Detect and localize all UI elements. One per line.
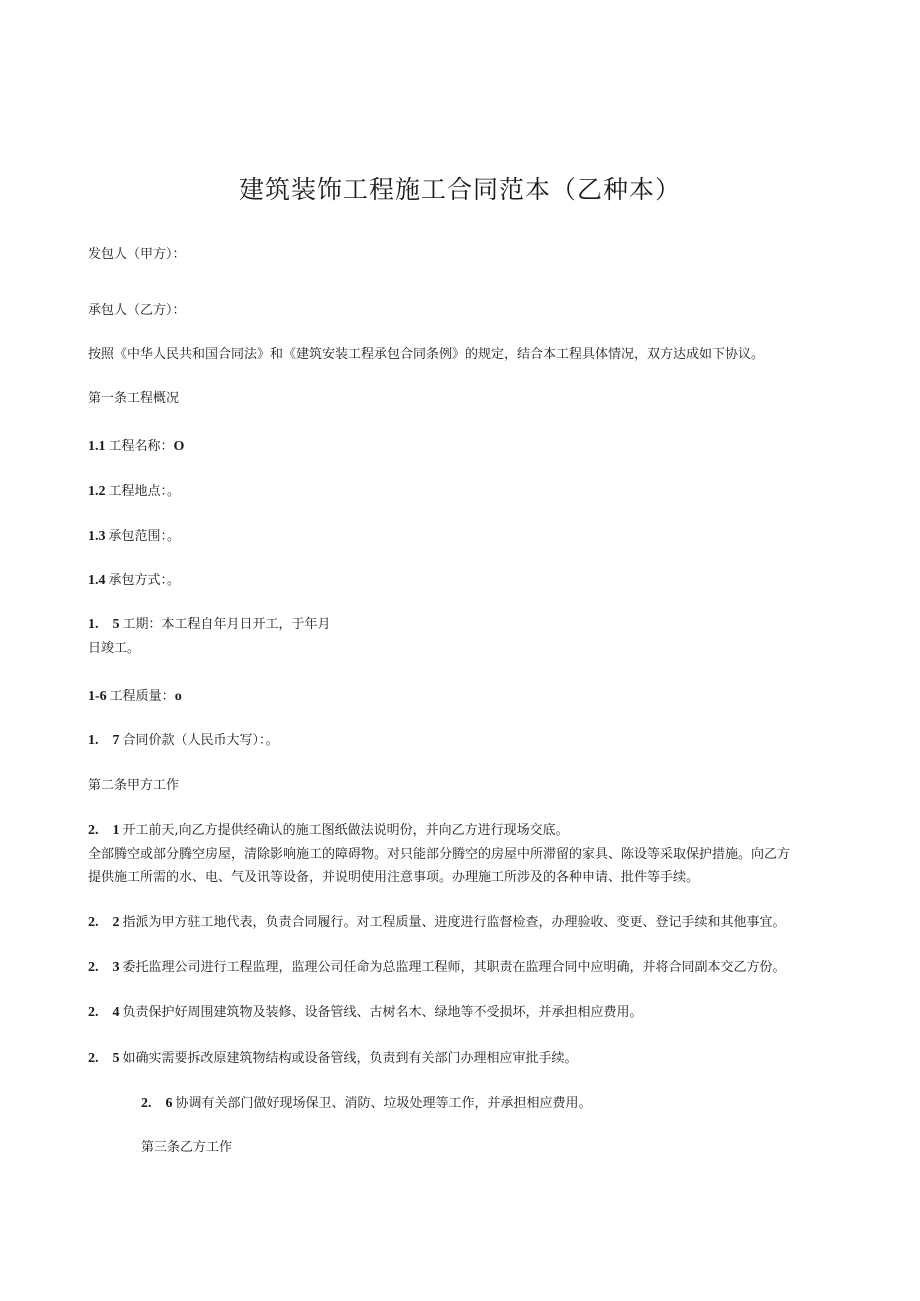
clause-number: 1.4 <box>88 573 106 588</box>
clause-subnumber: 5 <box>112 617 120 632</box>
clause-number: 1.3 <box>88 529 106 544</box>
clause-1-6 <box>88 686 182 708</box>
clause-1-4 <box>88 570 180 592</box>
clause-tail: O <box>173 439 185 454</box>
clause-number: 1. <box>88 617 99 632</box>
clause-number: 2. <box>88 915 99 930</box>
article2-heading: 第二条甲方工作 <box>88 778 180 793</box>
clause-number: 2. <box>88 823 99 838</box>
clause-text: 开工前天,向乙方提供经确认的施工图纸做法说明份，并向乙方进行现场交底。 <box>122 823 569 838</box>
clause-2-1-continued-1: 全部腾空或部分腾空房屋，清除影响施工的障碍物。对只能部分腾空的房屋中所滞留的家具、陈设等采取保护措施。向乙方 <box>88 847 791 862</box>
clause-text: 工程名称： <box>108 439 174 454</box>
clause-subnumber: 1 <box>112 823 120 838</box>
clause-tail: o <box>174 689 182 704</box>
clause-subnumber: 7 <box>112 733 120 748</box>
article1-heading: 第一条工程概况 <box>88 391 180 406</box>
clause-text: 负责保护好周围建筑物及装修、设备管线、古树名木、绿地等不受损坏，并承担相应费用。 <box>122 1005 643 1020</box>
clause-text: 工期：本工程自年月日开工，于年月 <box>122 617 331 632</box>
clause-number: 1-6 <box>88 689 107 704</box>
document-title: 建筑装饰工程施工合同范本（乙种本） <box>238 175 681 204</box>
clause-2-5 <box>88 1048 578 1070</box>
clause-text: 协调有关部门做好现场保卫、消防、垃圾处理等工作，并承担相应费用。 <box>175 1096 592 1111</box>
clause-text: 承包范围：。 <box>108 529 181 544</box>
clause-subnumber: 6 <box>165 1096 173 1111</box>
clause-text: 工程质量： <box>109 689 175 704</box>
clause-2-4 <box>88 1002 643 1024</box>
clause-1-5-continued: 日竣工。 <box>88 641 141 656</box>
clause-text: 承包方式：。 <box>108 573 181 588</box>
clause-1-2 <box>88 481 180 503</box>
party-a-label: 发包人（甲方）： <box>88 247 186 262</box>
clause-subnumber: 4 <box>112 1005 120 1020</box>
article3-heading: 第三条乙方工作 <box>141 1140 233 1155</box>
clause-2-1 <box>88 820 569 842</box>
clause-number: 1. <box>88 733 99 748</box>
clause-text: 合同价款（人民币大写）：。 <box>122 733 279 748</box>
clause-subnumber: 5 <box>112 1051 120 1066</box>
clause-number: 2. <box>88 1051 99 1066</box>
clause-text: 委托监理公司进行工程监理，监理公司任命为总监理工程师，其职责在监理合同中应明确，并将合同副本交乙方份。 <box>122 960 786 975</box>
clause-number: 1.1 <box>88 439 106 454</box>
clause-number: 2. <box>88 1005 99 1020</box>
clause-text: 如确实需要拆改原建筑物结构或设备管线，负责到有关部门办理相应审批手续。 <box>122 1051 578 1066</box>
clause-2-2 <box>88 912 786 934</box>
clause-2-3 <box>88 957 786 979</box>
clause-1-1 <box>88 436 184 458</box>
preamble: 按照《中华人民共和国合同法》和《建筑安装工程承包合同条例》的规定，结合本工程具体情况，双方达成如下协议。 <box>88 347 765 362</box>
clause-1-7 <box>88 730 279 752</box>
clause-2-1-continued-2: 提供施工所需的水、电、气及讯等设备，并说明使用注意事项。办理施工所涉及的各种申请、批件等手续。 <box>88 870 700 885</box>
clause-2-6 <box>141 1093 592 1115</box>
clause-number: 1.2 <box>88 484 106 499</box>
party-b-label: 承包人（乙方）： <box>88 303 186 318</box>
clause-1-5 <box>88 614 331 636</box>
clause-text: 工程地点：。 <box>108 484 181 499</box>
clause-text: 指派为甲方驻工地代表，负责合同履行。对工程质量、进度进行监督检查，办理验收、变更、登记手续和其他事宜。 <box>122 915 786 930</box>
clause-subnumber: 2 <box>112 915 120 930</box>
clause-number: 2. <box>141 1096 152 1111</box>
clause-number: 2. <box>88 960 99 975</box>
clause-1-3 <box>88 526 180 548</box>
clause-subnumber: 3 <box>112 960 120 975</box>
